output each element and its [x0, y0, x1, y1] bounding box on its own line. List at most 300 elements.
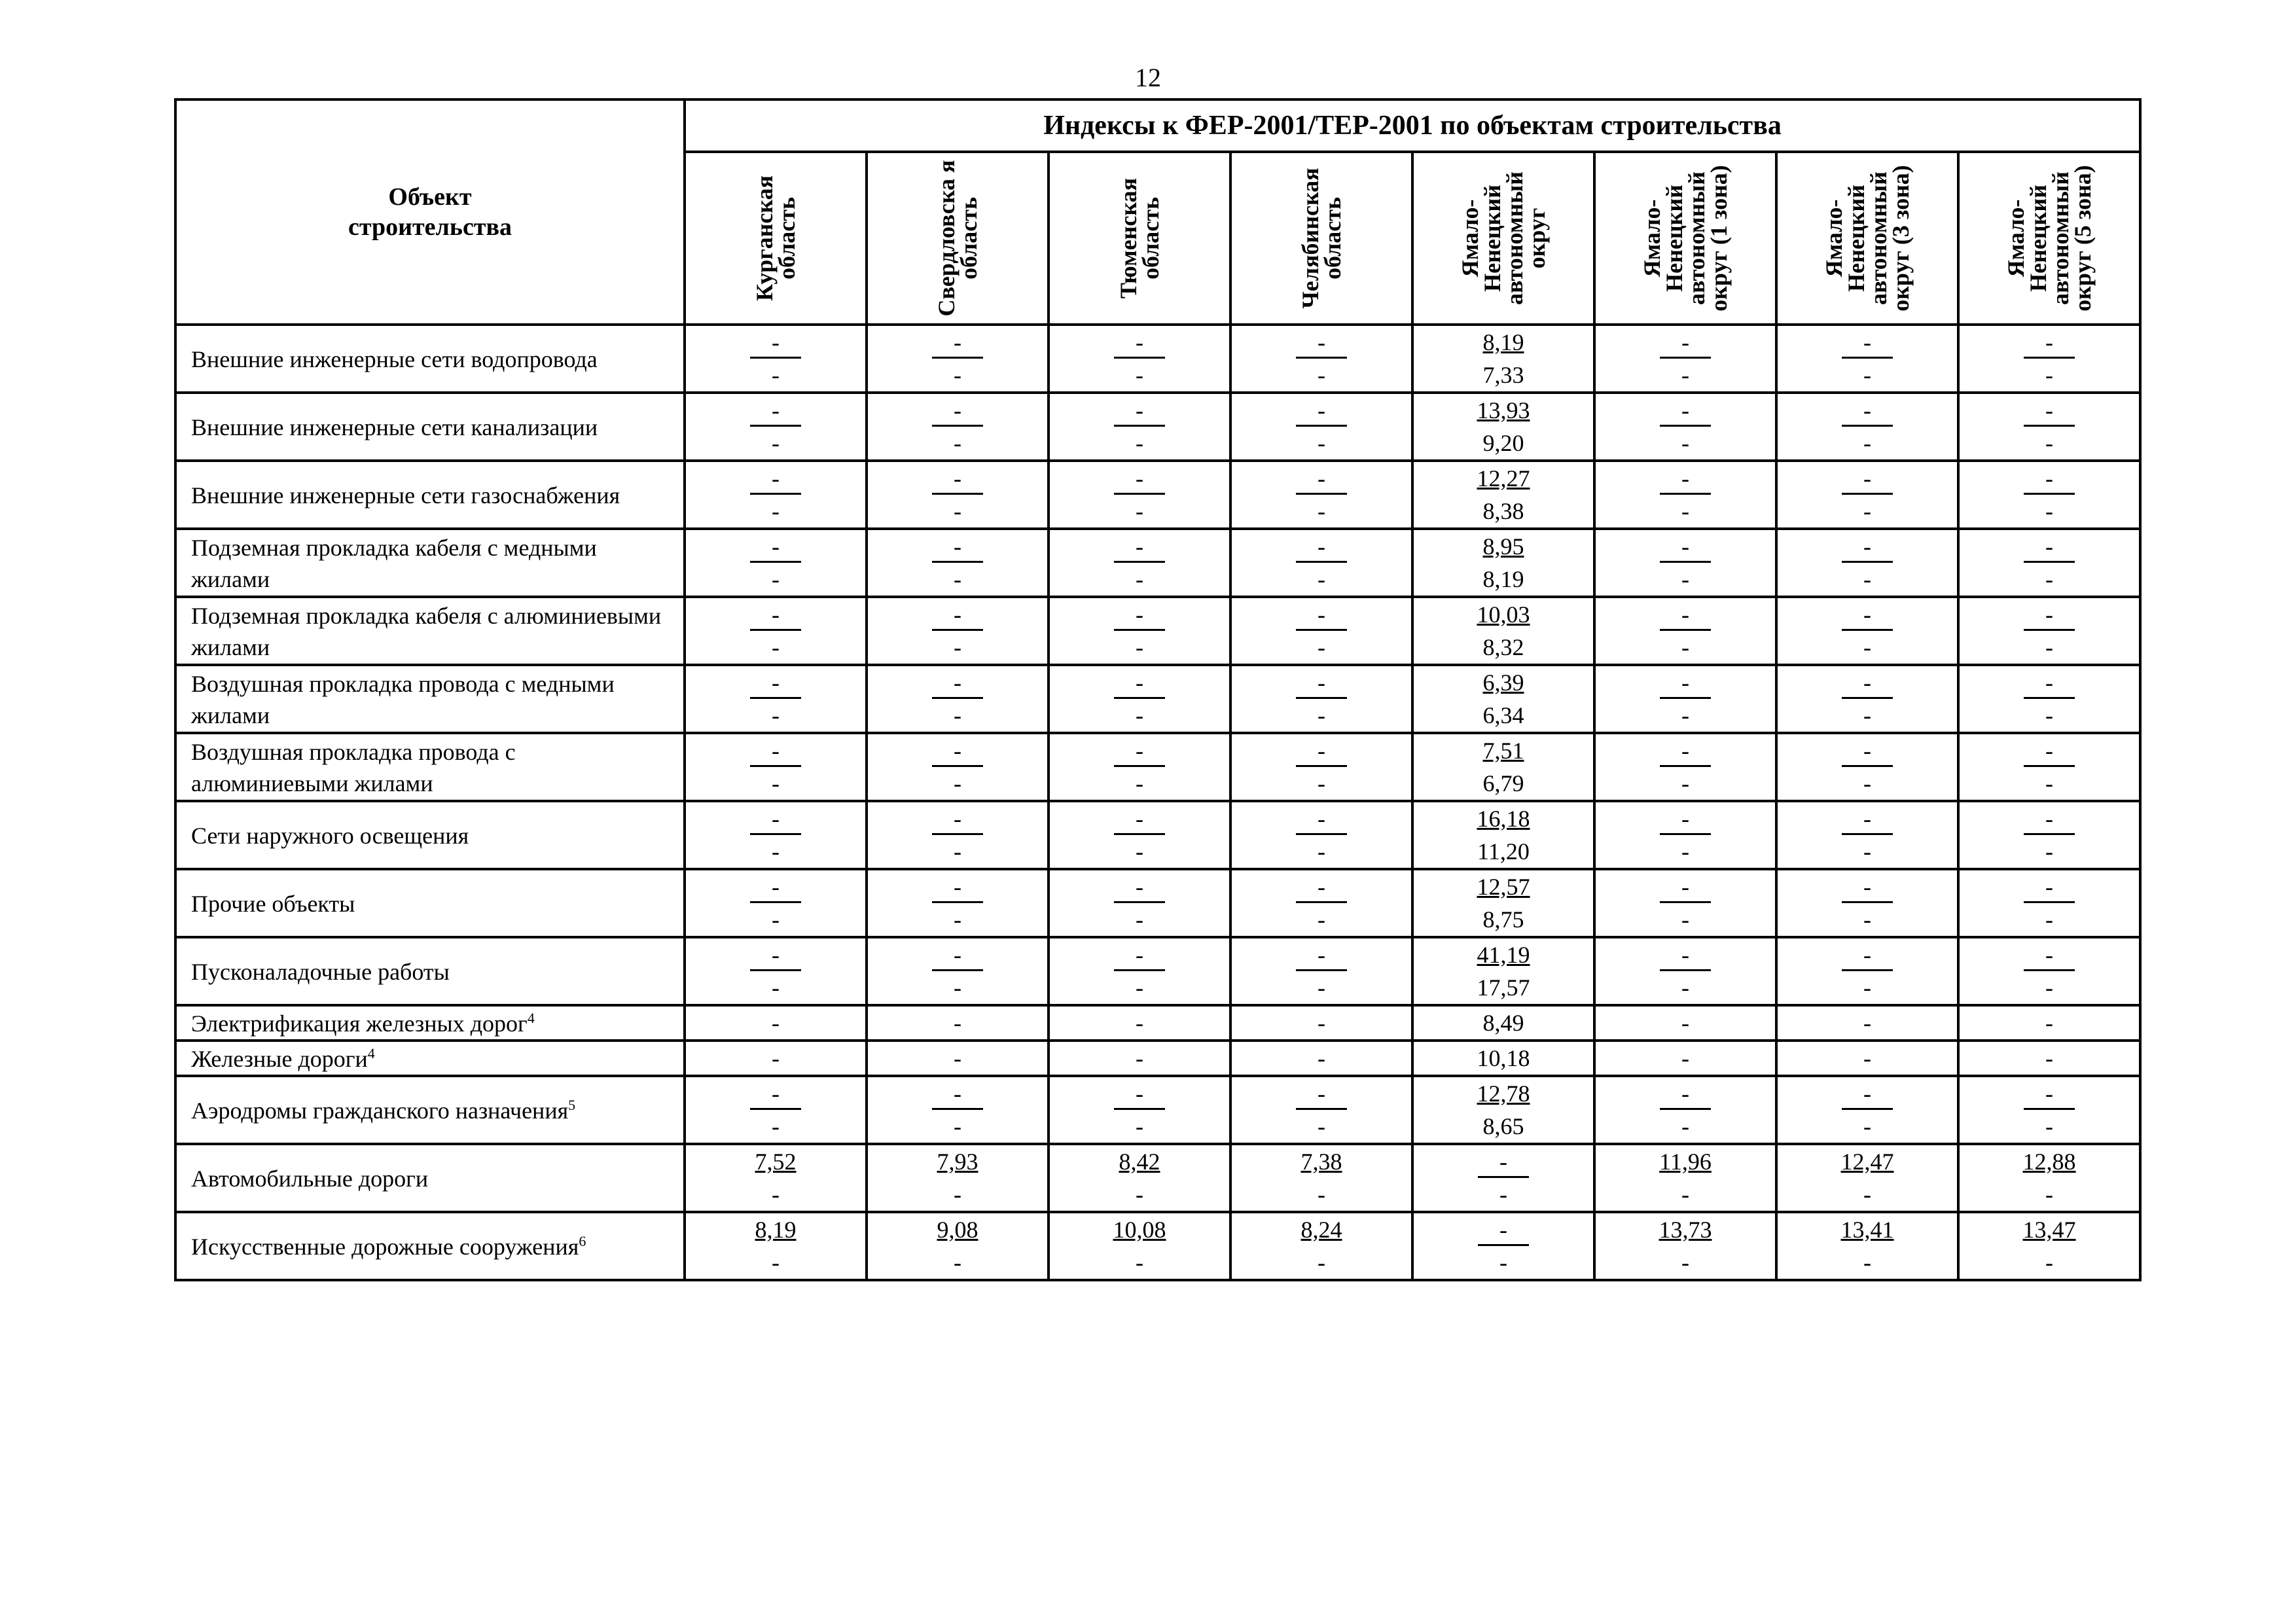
object-name-cell — [175, 461, 685, 529]
index-current: - — [1232, 938, 1411, 971]
index-current: - — [868, 870, 1047, 903]
object-name: Автомобильные дороги — [191, 1166, 429, 1192]
index-previous: - — [1863, 1181, 1871, 1207]
index-current: - — [686, 598, 865, 631]
index-previous: - — [2045, 362, 2054, 388]
index-previous: - — [954, 362, 961, 388]
index-previous: - — [772, 906, 780, 933]
index-cell — [1230, 461, 1412, 529]
index-cell — [1412, 937, 1594, 1005]
index-current: - — [686, 870, 865, 903]
index-previous: - — [954, 634, 961, 660]
index-current: - — [1050, 462, 1229, 495]
index-previous: - — [772, 566, 780, 592]
index-cell — [1412, 393, 1594, 461]
index-current: - — [1778, 666, 1957, 699]
index-cell — [685, 1076, 867, 1144]
index-cell — [1049, 393, 1230, 461]
object-name: Воздушная прокладка провода с медными жилами — [191, 671, 615, 728]
index-value: - — [1318, 1010, 1325, 1036]
index-current: - — [1232, 870, 1411, 903]
index-cell — [1958, 597, 2140, 665]
index-previous: - — [1318, 974, 1325, 1001]
object-name-cell — [175, 393, 685, 461]
index-current: - — [1960, 666, 2139, 699]
index-current: - — [1050, 326, 1229, 359]
index-value: - — [954, 1010, 961, 1036]
index-cell — [1776, 733, 1958, 801]
index-previous: - — [772, 1181, 780, 1207]
index-cell — [1594, 325, 1776, 393]
index-current: 8,19 — [1482, 329, 1524, 355]
index-cell — [1594, 801, 1776, 869]
index-previous: - — [2045, 906, 2054, 933]
index-cell — [1049, 325, 1230, 393]
index-previous: - — [772, 430, 780, 456]
index-current: 7,52 — [755, 1149, 797, 1175]
index-cell — [685, 665, 867, 733]
index-current: - — [1596, 394, 1775, 427]
index-cell — [1594, 665, 1776, 733]
index-cell — [685, 1041, 867, 1076]
index-previous: - — [2045, 838, 2054, 865]
index-previous: - — [1863, 430, 1871, 456]
object-name-cell — [175, 869, 685, 937]
index-current: - — [1050, 870, 1229, 903]
index-cell — [867, 1144, 1049, 1212]
index-cell — [1230, 529, 1412, 597]
index-cell — [685, 869, 867, 937]
object-name: Аэродромы гражданского назначения — [191, 1097, 569, 1124]
index-cell — [1412, 801, 1594, 869]
index-cell — [685, 325, 867, 393]
index-previous: - — [1499, 1181, 1507, 1207]
index-current: 7,38 — [1300, 1149, 1342, 1175]
object-name: Подземная прокладка кабеля с медными жилами — [191, 535, 597, 592]
index-cell — [1412, 1005, 1594, 1041]
table-row — [175, 1144, 2140, 1212]
index-cell — [685, 529, 867, 597]
index-current: - — [1596, 666, 1775, 699]
index-cell — [1230, 1212, 1412, 1280]
index-cell — [1412, 1076, 1594, 1144]
footnote-ref: 5 — [568, 1097, 576, 1113]
index-previous: - — [2045, 1113, 2054, 1139]
index-previous: 6,79 — [1482, 770, 1524, 796]
index-current: 13,47 — [2022, 1217, 2076, 1243]
index-cell — [1776, 461, 1958, 529]
index-current: - — [1596, 938, 1775, 971]
index-value: - — [2045, 1045, 2054, 1071]
index-cell — [685, 937, 867, 1005]
index-previous: - — [1318, 1181, 1325, 1207]
index-current: 12,27 — [1477, 465, 1530, 491]
index-current: - — [1778, 394, 1957, 427]
index-cell — [1049, 1076, 1230, 1144]
index-cell — [1958, 1005, 2140, 1041]
index-cell — [1412, 461, 1594, 529]
index-cell — [1776, 1144, 1958, 1212]
object-name: Прочие объекты — [191, 891, 355, 917]
index-current: - — [868, 326, 1047, 359]
object-name-cell — [175, 665, 685, 733]
index-cell — [1958, 1144, 2140, 1212]
index-current: - — [1596, 598, 1775, 631]
index-current: 8,42 — [1119, 1149, 1160, 1175]
object-name-cell — [175, 1144, 685, 1212]
index-current: - — [1232, 666, 1411, 699]
index-current: 10,03 — [1477, 601, 1530, 628]
index-previous: - — [2045, 430, 2054, 456]
index-previous: - — [1136, 634, 1143, 660]
index-cell — [1958, 733, 2140, 801]
index-cell — [1412, 325, 1594, 393]
index-previous: - — [1863, 1113, 1871, 1139]
object-name: Электрификация железных дорог — [191, 1010, 528, 1037]
index-current: - — [868, 598, 1047, 631]
index-current: - — [1960, 938, 2139, 971]
index-cell — [685, 1212, 867, 1280]
index-current: 11,96 — [1659, 1149, 1712, 1175]
object-name: Искусственные дорожные сооружения — [191, 1234, 579, 1260]
region-header — [1412, 152, 1594, 325]
index-previous: - — [1136, 770, 1143, 796]
index-cell — [867, 597, 1049, 665]
index-cell — [1049, 529, 1230, 597]
index-cell — [685, 1144, 867, 1212]
table-row — [175, 937, 2140, 1005]
region-header-label: Тюменская область — [1115, 177, 1164, 299]
index-cell — [867, 937, 1049, 1005]
index-current: 13,73 — [1659, 1217, 1712, 1243]
index-current: - — [686, 938, 865, 971]
index-cell — [1049, 801, 1230, 869]
index-current: - — [1050, 394, 1229, 427]
index-previous: - — [1681, 634, 1689, 660]
index-cell — [1049, 597, 1230, 665]
index-current: - — [1232, 462, 1411, 495]
index-previous: - — [1681, 1181, 1689, 1207]
index-cell — [867, 1041, 1049, 1076]
index-cell — [685, 801, 867, 869]
region-header-label: Ямало-Ненецкий автономный округ (3 зона) — [1821, 165, 1914, 312]
region-header-label: Свердловска я область — [933, 160, 982, 317]
index-value: - — [1136, 1010, 1143, 1036]
region-header-label: Ямало-Ненецкий автономный округ (1 зона) — [1639, 165, 1732, 312]
index-cell — [1594, 733, 1776, 801]
index-cell — [1412, 1041, 1594, 1076]
index-cell — [1594, 869, 1776, 937]
index-cell — [1412, 529, 1594, 597]
index-previous: 8,32 — [1482, 634, 1524, 660]
table-row — [175, 1212, 2140, 1280]
object-name-cell — [175, 733, 685, 801]
index-cell — [867, 801, 1049, 869]
index-value: - — [1863, 1010, 1871, 1036]
page-number: 12 — [1135, 63, 1161, 92]
object-name: Подземная прокладка кабеля с алюминиевыми жилами — [191, 603, 662, 660]
index-current: 7,51 — [1482, 738, 1524, 764]
index-value: - — [2045, 1010, 2054, 1036]
index-cell — [867, 869, 1049, 937]
index-previous: - — [1681, 906, 1689, 933]
index-current: - — [1960, 598, 2139, 631]
index-current: - — [686, 1077, 865, 1110]
object-name: Воздушная прокладка провода с алюминиевыми жилами — [191, 739, 516, 796]
index-cell — [1049, 733, 1230, 801]
index-current: - — [1232, 394, 1411, 427]
index-previous: - — [1863, 770, 1871, 796]
index-previous: 17,57 — [1477, 974, 1530, 1001]
index-current: - — [1960, 530, 2139, 563]
index-cell — [1230, 937, 1412, 1005]
table-row — [175, 1005, 2140, 1041]
index-current: - — [1960, 870, 2139, 903]
index-current: - — [1414, 1213, 1593, 1246]
index-previous: - — [2045, 498, 2054, 524]
indices-table — [174, 98, 2142, 1281]
index-previous: - — [772, 1113, 780, 1139]
index-current: 12,78 — [1477, 1080, 1530, 1107]
index-previous: - — [1136, 566, 1143, 592]
index-cell — [1049, 937, 1230, 1005]
index-current: - — [686, 394, 865, 427]
index-previous: 11,20 — [1477, 838, 1530, 865]
index-previous: - — [954, 906, 961, 933]
object-name-cell — [175, 597, 685, 665]
index-previous: - — [2045, 1249, 2054, 1275]
index-current: - — [1778, 870, 1957, 903]
object-name-cell — [175, 325, 685, 393]
index-previous: - — [1136, 974, 1143, 1001]
index-cell — [1776, 1041, 1958, 1076]
index-previous: - — [1681, 566, 1689, 592]
index-current: 8,19 — [755, 1217, 797, 1243]
index-previous: - — [954, 566, 961, 592]
index-previous: - — [1681, 430, 1689, 456]
index-previous: - — [772, 974, 780, 1001]
index-current: - — [1050, 938, 1229, 971]
index-current: 8,24 — [1300, 1217, 1342, 1243]
index-previous: - — [1863, 566, 1871, 592]
index-previous: - — [2045, 1181, 2054, 1207]
index-previous: - — [1863, 974, 1871, 1001]
index-current: - — [868, 802, 1047, 835]
index-previous: - — [1681, 362, 1689, 388]
index-cell — [867, 393, 1049, 461]
object-name-cell — [175, 1041, 685, 1076]
index-previous: - — [1136, 430, 1143, 456]
region-header-label: Ямало-Ненецкий автономный округ (5 зона) — [2003, 165, 2096, 312]
index-previous: - — [1318, 566, 1325, 592]
index-cell — [1049, 1212, 1230, 1280]
table-row — [175, 1041, 2140, 1076]
region-header — [685, 152, 867, 325]
index-cell — [1412, 597, 1594, 665]
index-cell — [1958, 937, 2140, 1005]
table-row — [175, 1076, 2140, 1144]
index-current: - — [1596, 326, 1775, 359]
index-cell — [685, 461, 867, 529]
index-cell — [867, 665, 1049, 733]
index-value: - — [1863, 1045, 1871, 1071]
index-previous: - — [2045, 634, 2054, 660]
index-cell — [1230, 733, 1412, 801]
index-previous: - — [1863, 838, 1871, 865]
index-previous: - — [1136, 1113, 1143, 1139]
index-current: - — [1050, 1077, 1229, 1110]
index-current: - — [686, 734, 865, 767]
index-previous: - — [1318, 702, 1325, 728]
index-cell — [1412, 869, 1594, 937]
index-previous: - — [2045, 566, 2054, 592]
index-current: 6,39 — [1482, 669, 1524, 696]
index-previous: - — [1863, 498, 1871, 524]
index-previous: - — [2045, 770, 2054, 796]
index-current: 10,08 — [1113, 1217, 1166, 1243]
index-previous: - — [1318, 906, 1325, 933]
index-current: - — [868, 1077, 1047, 1110]
index-value: - — [1681, 1045, 1689, 1071]
index-current: - — [868, 938, 1047, 971]
index-value: - — [772, 1045, 780, 1071]
footnote-ref: 4 — [367, 1045, 375, 1061]
index-previous: - — [1499, 1249, 1507, 1275]
index-previous: - — [1136, 362, 1143, 388]
index-current: - — [1232, 734, 1411, 767]
index-previous: - — [1863, 702, 1871, 728]
index-current: - — [1050, 530, 1229, 563]
index-previous: - — [1863, 362, 1871, 388]
index-previous: - — [954, 498, 961, 524]
indices-group-header: Индексы к ФЕР-2001/ТЕР-2001 по объектам строительства — [685, 99, 2140, 152]
index-cell — [1594, 1041, 1776, 1076]
index-current: - — [1960, 326, 2139, 359]
index-previous: - — [954, 974, 961, 1001]
index-current: 9,08 — [937, 1217, 978, 1243]
index-previous: - — [954, 1181, 961, 1207]
index-cell — [1049, 1005, 1230, 1041]
index-cell — [1594, 1212, 1776, 1280]
region-header — [1594, 152, 1776, 325]
index-previous: 8,75 — [1482, 906, 1524, 933]
index-previous: - — [954, 770, 961, 796]
index-previous: - — [1863, 906, 1871, 933]
index-cell — [1958, 461, 2140, 529]
index-cell — [685, 733, 867, 801]
index-previous: - — [772, 362, 780, 388]
index-previous: - — [1318, 770, 1325, 796]
index-current: - — [686, 462, 865, 495]
index-value: 8,49 — [1482, 1010, 1524, 1036]
index-previous: - — [1136, 838, 1143, 865]
index-current: - — [1778, 1077, 1957, 1110]
index-cell — [1049, 1144, 1230, 1212]
index-cell — [685, 597, 867, 665]
index-current: 8,95 — [1482, 533, 1524, 560]
index-cell — [1958, 529, 2140, 597]
index-previous: 6,34 — [1482, 702, 1524, 728]
index-current: 41,19 — [1477, 942, 1530, 968]
index-previous: - — [1681, 1113, 1689, 1139]
table-row — [175, 869, 2140, 937]
index-previous: - — [1318, 430, 1325, 456]
object-name: Железные дороги — [191, 1046, 368, 1072]
index-previous: - — [1681, 702, 1689, 728]
index-previous: - — [1681, 838, 1689, 865]
index-previous: 8,38 — [1482, 498, 1524, 524]
index-previous: - — [772, 838, 780, 865]
index-cell — [1776, 325, 1958, 393]
index-previous: - — [954, 702, 961, 728]
table-row — [175, 733, 2140, 801]
table-row — [175, 597, 2140, 665]
index-cell — [1776, 1212, 1958, 1280]
index-previous: - — [1863, 1249, 1871, 1275]
index-current: - — [686, 666, 865, 699]
table-row — [175, 393, 2140, 461]
index-previous: - — [954, 430, 961, 456]
index-previous: - — [1318, 838, 1325, 865]
index-cell — [1230, 1076, 1412, 1144]
object-name-cell — [175, 801, 685, 869]
index-current: 13,93 — [1477, 397, 1530, 423]
index-cell — [1230, 665, 1412, 733]
index-current: - — [1232, 1077, 1411, 1110]
index-current: - — [1778, 938, 1957, 971]
index-current: 12,57 — [1477, 874, 1530, 900]
object-name-cell — [175, 1076, 685, 1144]
index-cell — [1776, 801, 1958, 869]
index-current: - — [868, 734, 1047, 767]
index-cell — [1958, 1041, 2140, 1076]
index-current: - — [1596, 734, 1775, 767]
index-previous: - — [1318, 362, 1325, 388]
index-current: - — [1596, 870, 1775, 903]
index-previous: 7,33 — [1482, 362, 1524, 388]
index-previous: 8,65 — [1482, 1113, 1524, 1139]
index-current: - — [686, 530, 865, 563]
index-cell — [1958, 393, 2140, 461]
region-header-label: Курганская область — [751, 175, 800, 301]
index-previous: - — [954, 838, 961, 865]
index-cell — [1594, 937, 1776, 1005]
index-value: 10,18 — [1477, 1045, 1530, 1071]
index-current: - — [1596, 1077, 1775, 1110]
index-current: 7,93 — [937, 1149, 978, 1175]
index-cell — [1776, 1005, 1958, 1041]
object-name-cell — [175, 1005, 685, 1041]
index-cell — [1776, 1076, 1958, 1144]
region-header — [1776, 152, 1958, 325]
object-name-cell — [175, 937, 685, 1005]
index-previous: - — [1136, 1249, 1143, 1275]
index-previous: - — [954, 1249, 961, 1275]
index-cell — [867, 1212, 1049, 1280]
index-previous: - — [1863, 634, 1871, 660]
index-previous: - — [2045, 702, 2054, 728]
index-previous: - — [772, 634, 780, 660]
index-current: - — [1232, 530, 1411, 563]
index-cell — [867, 325, 1049, 393]
region-header — [867, 152, 1049, 325]
index-previous: 9,20 — [1482, 430, 1524, 456]
index-current: 16,18 — [1477, 806, 1530, 832]
index-cell — [1776, 529, 1958, 597]
region-header-label: Челябинская область — [1297, 168, 1346, 309]
index-cell — [1958, 801, 2140, 869]
index-cell — [1230, 869, 1412, 937]
